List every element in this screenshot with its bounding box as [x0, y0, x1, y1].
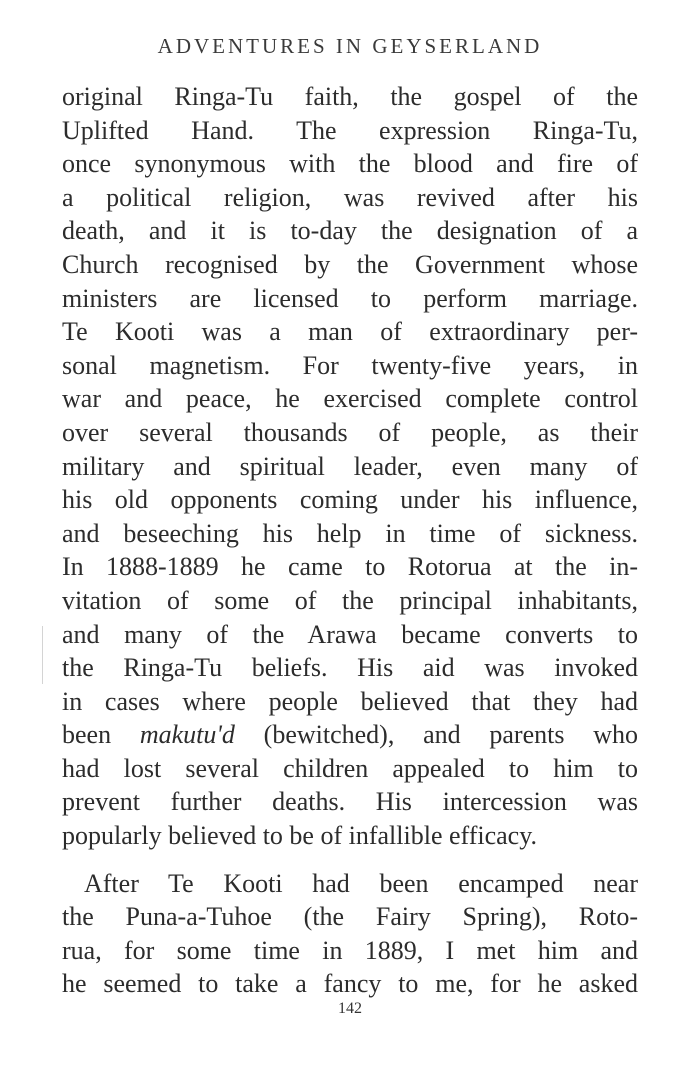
paragraph-2 — [62, 867, 638, 1001]
text-line: prevent further deaths. His intercession was — [62, 787, 638, 817]
text-line: vitation of some of the principal inhabitants, — [62, 585, 638, 615]
text-line-with-italic — [62, 718, 638, 752]
text-line: rua, for some time in 1889, I met him and — [62, 935, 638, 965]
paragraph-1 — [62, 80, 638, 853]
text-line: and beseeching his help in time of sickness. — [62, 518, 638, 548]
text-line: popularly believed to be of infallible efficacy. — [62, 821, 538, 851]
text-line: once synonymous with the blood and fire of — [62, 149, 638, 179]
text-line: Te Kooti was a man of extraordinary per- — [62, 317, 638, 347]
text-line: his old opponents coming under his influence, — [62, 485, 638, 515]
text-line: the Ringa-Tu beliefs. His aid was invoked — [62, 653, 638, 683]
text-line: original Ringa-Tu faith, the gospel of the — [62, 82, 638, 111]
text-line: the Puna-a-Tuhoe (the Fairy Spring), Roto- — [62, 902, 638, 932]
text-span: been — [62, 720, 140, 750]
text-line: Church recognised by the Government whose — [62, 249, 638, 279]
page-number: 142 — [338, 1000, 362, 1017]
paragraph-gap — [62, 853, 638, 867]
text-line: in cases where people believed that they had — [62, 686, 638, 716]
text-line: sonal magnetism. For twenty-five years, in — [62, 350, 638, 380]
text-line: he seemed to take a fancy to me, for he asked — [62, 969, 638, 999]
text-line: had lost several children appealed to him to — [62, 753, 638, 783]
text-line: ministers are licensed to perform marriage. — [62, 283, 638, 313]
margin-mark — [42, 626, 43, 684]
text-span: (bewitched), and parents who — [234, 720, 638, 750]
text-line: Uplifted Hand. The expression Ringa-Tu, — [62, 115, 638, 145]
running-head: ADVENTURES IN GEYSERLAND — [157, 34, 543, 58]
text-line: After Te Kooti had been encamped near — [84, 868, 638, 898]
text-line: a political religion, was revived after his — [62, 182, 638, 212]
text-line: military and spiritual leader, even many of — [62, 451, 638, 481]
text-line: over several thousands of people, as their — [62, 417, 638, 447]
text-line: In 1888-1889 he came to Rotorua at the in- — [62, 552, 638, 582]
italic-word: makutu'd — [139, 720, 235, 750]
text-line: and many of the Arawa became converts to — [62, 619, 638, 649]
body-text — [62, 80, 638, 1001]
text-line: war and peace, he exercised complete control — [62, 384, 638, 414]
text-line: death, and it is to-day the designation of a — [62, 216, 638, 246]
